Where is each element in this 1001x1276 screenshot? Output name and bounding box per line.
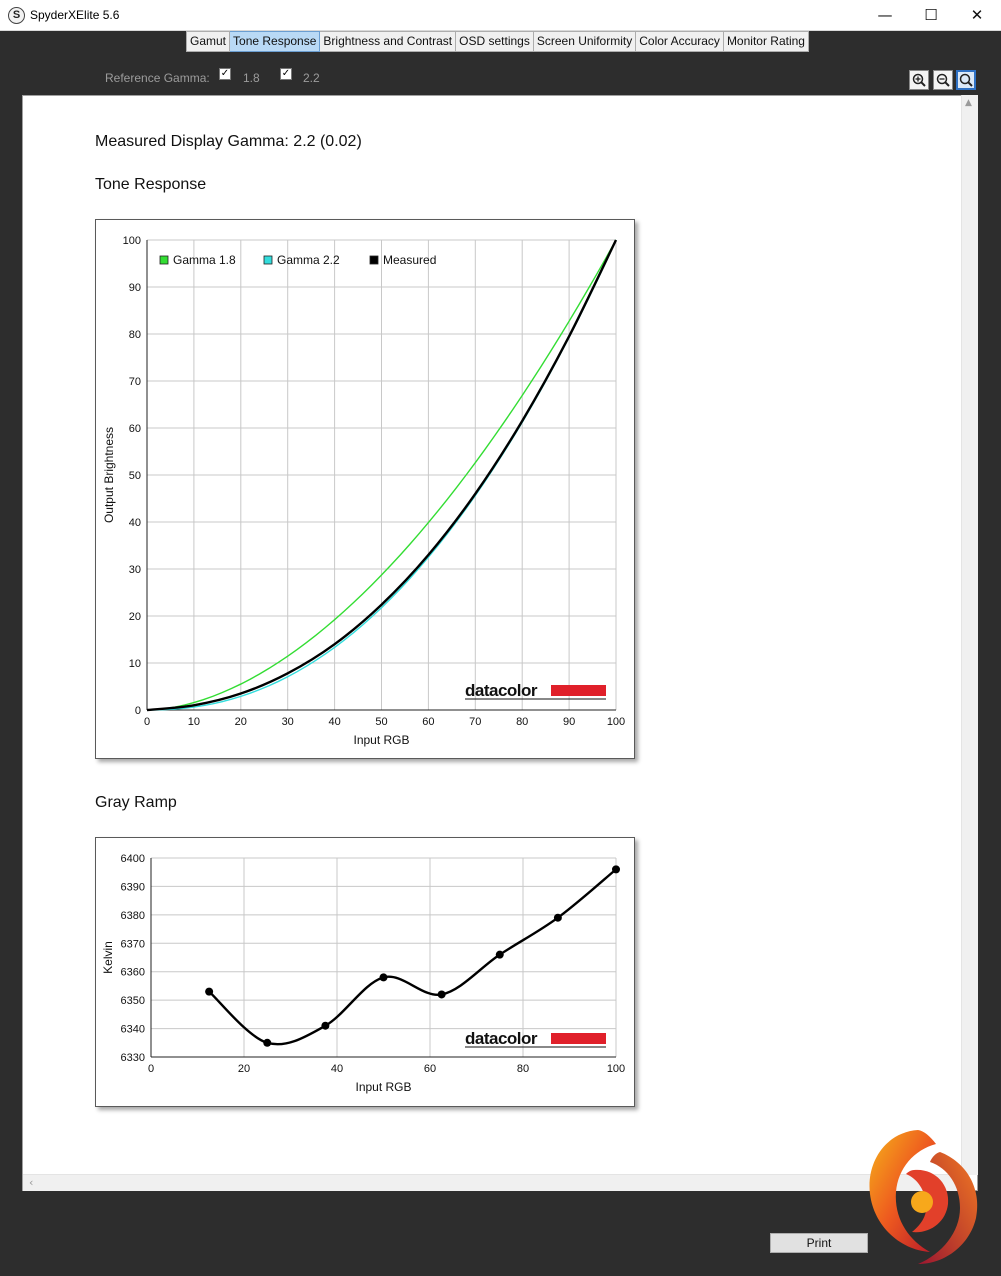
datacolor-watermark-text: datacolor [465,681,538,700]
y-tick-label: 6400 [120,853,145,865]
toolbar [0,52,1001,95]
legend-swatch-gamma-1-8 [160,256,168,264]
minimize-button[interactable]: — [877,6,893,24]
x-tick-label: 40 [330,1063,344,1075]
horizontal-scrollbar[interactable] [23,1174,961,1191]
x-tick-label: 60 [423,1063,437,1075]
y-tick-label: 6350 [120,995,145,1008]
y-tick-label: 70 [128,376,141,388]
data-point [554,914,562,922]
tab-brightness-and-contrast[interactable]: Brightness and Contrast [320,31,456,52]
vertical-scrollbar[interactable] [961,95,978,1175]
y-tick-label: 20 [128,611,141,623]
y-tick-label: 90 [128,282,141,294]
x-tick-label: 50 [375,716,388,728]
tab-tone-response[interactable]: Tone Response [230,31,320,52]
x-tick-label: 80 [516,1063,530,1075]
y-tick-label: 30 [128,564,141,576]
y-tick-label: 0 [134,705,141,717]
y-tick-label: 50 [128,470,141,482]
legend-label-gamma-2-2: Gamma 2.2 [277,253,340,267]
title-bar [0,0,1001,31]
y-tick-label: 6360 [120,966,145,979]
y-tick-label: 60 [128,423,141,435]
y-axis-label: Kelvin [101,941,115,974]
tab-osd-settings[interactable]: OSD settings [456,31,534,52]
x-tick-label: 100 [606,716,626,728]
maximize-button[interactable]: ☐ [924,6,938,24]
y-tick-label: 40 [128,517,141,529]
x-tick-label: 10 [187,716,201,728]
print-button[interactable]: Print [770,1233,868,1253]
gamma-1-8-label: 1.8 [243,71,260,85]
x-tick-label: 90 [562,716,576,728]
x-tick-label: 30 [281,716,294,728]
window-title: SpyderXElite 5.6 [30,8,120,22]
data-point [496,951,504,959]
tone-response-chart [95,219,635,759]
tab-color-accuracy[interactable]: Color Accuracy [636,31,724,52]
x-tick-label: 20 [237,1063,251,1075]
legend-label-gamma-1-8: Gamma 1.8 [173,253,236,267]
tone-response-plot [96,220,636,760]
legend-swatch-measured [370,256,378,264]
datacolor-watermark-text: datacolor [465,1029,538,1048]
zoom-in-icon[interactable] [909,70,929,90]
data-point [612,865,620,873]
gray-ramp-plot [96,838,636,1108]
zoom-fit-icon[interactable] [956,70,976,90]
gamma-2-2-label: 2.2 [303,71,320,85]
gamma-1-8-checkbox[interactable]: ✓ [220,68,230,79]
y-axis-label: Output Brightness [102,426,116,524]
data-point [380,973,388,981]
y-tick-label: 10 [128,658,141,670]
tab-screen-uniformity[interactable]: Screen Uniformity [534,31,636,52]
scroll-left-icon[interactable]: ‹ [29,1176,34,1189]
gray-ramp-chart [95,837,635,1107]
x-axis-label: Input RGB [355,1080,412,1094]
x-tick-label: 100 [606,1063,626,1075]
site-logo-icon [856,1122,996,1272]
x-tick-label: 70 [469,716,482,728]
measured-gamma-heading: Measured Display Gamma: 2.2 (0.02) [95,133,362,150]
x-tick-label: 0 [143,716,151,728]
close-button[interactable]: ✕ [970,6,984,24]
datacolor-red-bar [551,1033,606,1044]
data-point [438,990,446,998]
gray-ramp-heading: Gray Ramp [95,794,177,811]
zoom-out-icon[interactable] [933,70,953,90]
tab-monitor-rating[interactable]: Monitor Rating [724,31,809,52]
x-tick-label: 60 [422,716,435,728]
x-axis-label: Input RGB [353,733,410,747]
gamma-2-2-checkbox[interactable]: ✓ [281,68,291,79]
series-line-kelvin [209,869,616,1044]
y-tick-label: 6340 [120,1023,145,1036]
reference-gamma-label: Reference Gamma: [105,71,210,85]
datacolor-red-bar [551,685,606,696]
tone-response-heading: Tone Response [95,176,207,193]
y-tick-label: 6330 [120,1052,145,1064]
legend-swatch-gamma-2-2 [264,256,272,264]
legend-label-measured: Measured [383,253,437,267]
y-tick-label: 6370 [120,938,145,951]
x-tick-label: 40 [328,716,341,728]
y-tick-label: 100 [122,235,141,247]
tab-gamut[interactable]: Gamut [186,31,230,52]
x-tick-label: 0 [147,1063,155,1075]
x-tick-label: 80 [516,716,529,728]
tab-strip [186,31,809,52]
data-point [263,1039,271,1047]
data-point [205,988,213,996]
y-tick-label: 6390 [120,881,145,894]
x-tick-label: 20 [234,716,247,728]
y-tick-label: 6380 [120,909,145,922]
y-tick-label: 80 [128,329,141,341]
data-point [321,1022,329,1030]
scroll-up-icon[interactable]: ▲ [965,98,972,108]
app-icon: S [8,7,25,24]
